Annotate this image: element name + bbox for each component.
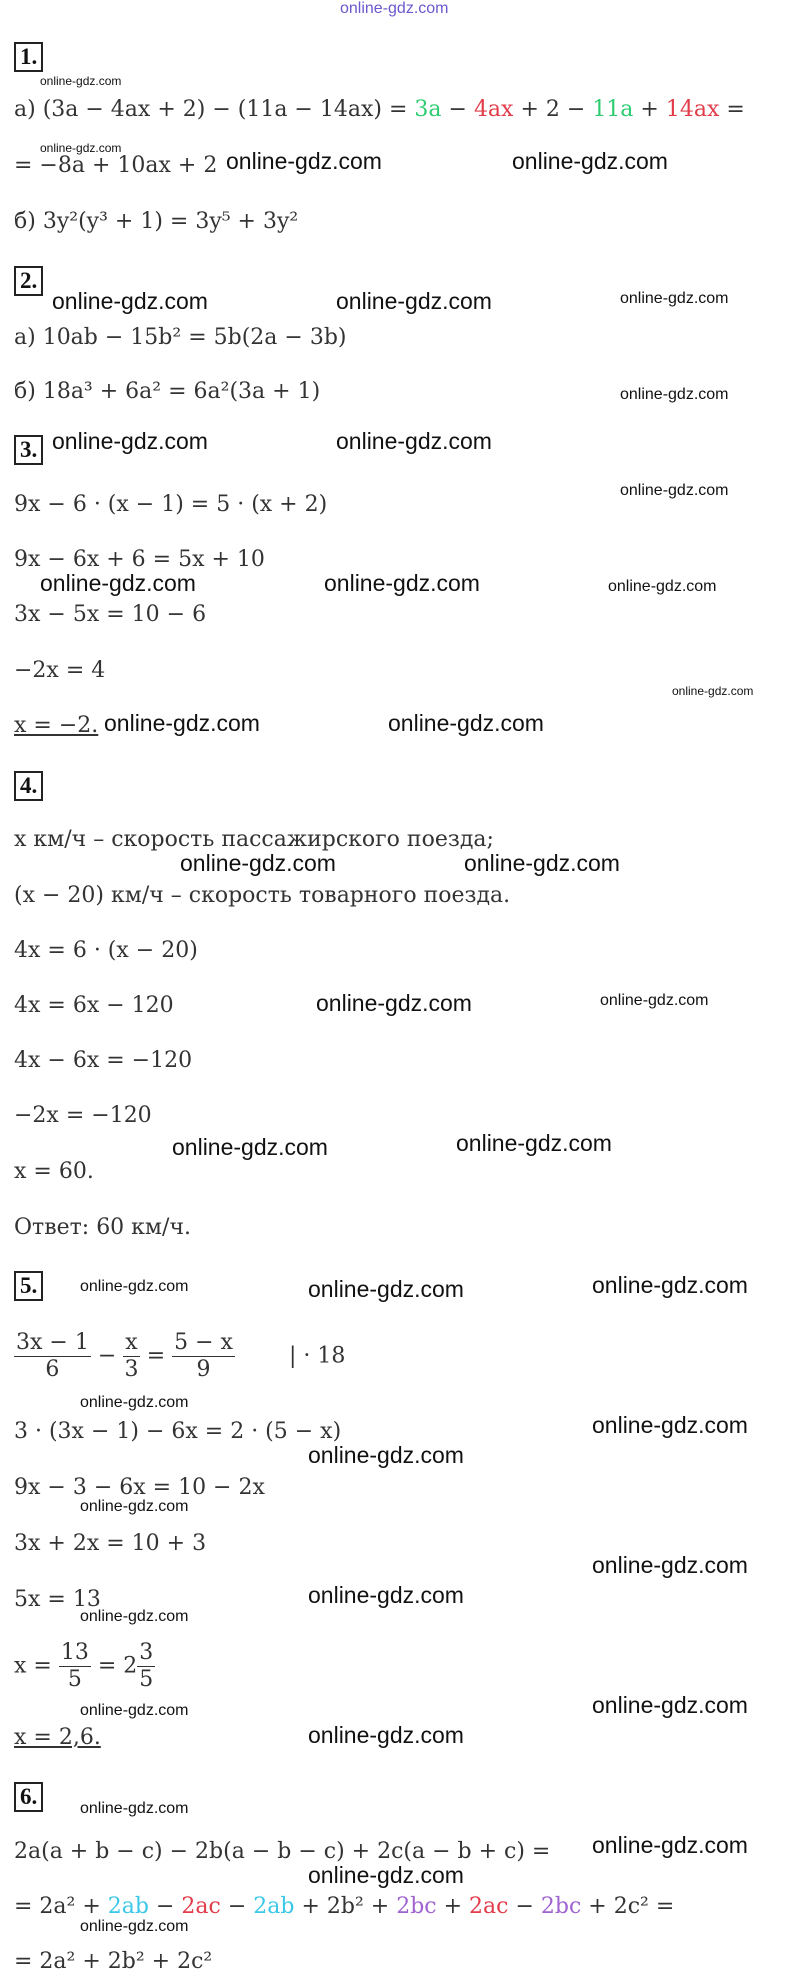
p4-line-4: 4x = 6x − 120 xyxy=(14,993,174,1018)
p5-fraction-3 xyxy=(172,1330,235,1383)
p4-line-5: 4x − 6x = −120 xyxy=(14,1048,193,1073)
p1-a-term-red-1: 4ax xyxy=(473,97,514,122)
problem-6-number: 6. xyxy=(14,1782,43,1812)
p1-a-term-red-2: 14ax xyxy=(665,97,720,122)
p3-line-3: 3x − 5x = 10 − 6 xyxy=(14,602,207,627)
watermark: online-gdz.com xyxy=(592,1272,748,1298)
watermark: online-gdz.com xyxy=(40,570,196,596)
p6-term-purple-2: 2bc xyxy=(540,1894,582,1919)
watermark: online-gdz.com xyxy=(336,288,492,314)
watermark: online-gdz.com xyxy=(80,1498,189,1515)
watermark: online-gdz.com xyxy=(308,1582,464,1608)
problem-3-number: 3. xyxy=(14,435,43,465)
p5-fraction-denominator: 5 xyxy=(67,1667,82,1692)
problem-4-number: 4. xyxy=(14,771,43,801)
watermark: online-gdz.com xyxy=(388,710,544,736)
p5-fraction-2-numerator: x xyxy=(125,1330,138,1355)
p6-line-3: = 2a² + 2b² + 2c² xyxy=(14,1949,213,1974)
p5-fraction-13-5 xyxy=(59,1640,91,1693)
p6-term-purple-1: 2bc xyxy=(396,1894,437,1919)
p6-line-2 xyxy=(14,1893,674,1921)
p1-a-end: = xyxy=(719,97,745,122)
watermark: online-gdz.com xyxy=(80,1278,189,1295)
p6-op: + xyxy=(436,1894,470,1919)
p5-fraction-3-denominator: 9 xyxy=(196,1357,211,1382)
p6-term-red-2: 2ac xyxy=(469,1894,509,1919)
p5-minus: − xyxy=(97,1343,117,1369)
problem-2-number: 2. xyxy=(14,266,43,296)
watermark: online-gdz.com xyxy=(40,74,122,88)
p5-fraction-1-numerator: 3x − 1 xyxy=(16,1330,89,1355)
top-watermark: online-gdz.com xyxy=(340,0,449,17)
p5-line-3: 9x − 3 − 6x = 10 − 2x xyxy=(14,1475,265,1500)
watermark: online-gdz.com xyxy=(80,1702,189,1719)
p5-mixed-denominator: 5 xyxy=(139,1667,154,1692)
p1-a-op: + xyxy=(633,97,666,122)
watermark: online-gdz.com xyxy=(104,710,260,736)
watermark: online-gdz.com xyxy=(52,288,208,314)
watermark: online-gdz.com xyxy=(226,148,382,174)
p5-equals: = xyxy=(146,1343,166,1369)
watermark: online-gdz.com xyxy=(80,1918,189,1935)
p4-line-2: (x − 20) км/ч – скорость товарного поезда. xyxy=(14,883,511,908)
p5-mixed-numerator: 3 xyxy=(139,1640,154,1665)
p5-equation-line xyxy=(14,1330,345,1383)
p6-op: + 2b² + xyxy=(294,1894,397,1919)
watermark: online-gdz.com xyxy=(600,992,709,1009)
p2-b-line: б) 18a³ + 6a² = 6a²(3a + 1) xyxy=(14,379,321,404)
p4-line-1: x км/ч – скорость пассажирского поезда; xyxy=(14,827,494,852)
watermark: online-gdz.com xyxy=(308,1442,464,1468)
p5-multiplier: | · 18 xyxy=(288,1343,346,1369)
p5-line-4: 3x + 2x = 10 + 3 xyxy=(14,1531,207,1556)
watermark: online-gdz.com xyxy=(592,1552,748,1578)
problem-1-number: 1. xyxy=(14,42,43,72)
watermark: online-gdz.com xyxy=(336,428,492,454)
watermark: online-gdz.com xyxy=(620,386,729,403)
watermark: online-gdz.com xyxy=(620,482,729,499)
p5-fraction-1 xyxy=(14,1330,91,1383)
p1-a-op: + 2 − xyxy=(513,97,593,122)
watermark: online-gdz.com xyxy=(608,578,717,595)
watermark: online-gdz.com xyxy=(308,1862,464,1888)
p1-a-line xyxy=(14,96,745,124)
p6-line-1: 2a(a + b − c) − 2b(a − b − c) + 2c(a − b + c) = xyxy=(14,1839,551,1864)
p6-term-red-1: 2ac xyxy=(181,1894,221,1919)
p5-x-equals: x = xyxy=(14,1653,59,1679)
p1-a-line2: = −8a + 10ax + 2 xyxy=(14,153,218,178)
p5-line-5: 5x = 13 xyxy=(14,1587,101,1612)
p3-line-2: 9x − 6x + 6 = 5x + 10 xyxy=(14,547,265,572)
p6-l2-start: = 2a² + xyxy=(14,1894,108,1919)
p5-line-6 xyxy=(14,1640,155,1693)
watermark: online-gdz.com xyxy=(80,1394,189,1411)
watermark: online-gdz.com xyxy=(172,1134,328,1160)
p1-a-lhs: а) (3a − 4ax + 2) − (11a − 14ax) = xyxy=(14,97,415,122)
p1-a-term-green-2: 11a xyxy=(592,97,634,122)
p5-line-2: 3 · (3x − 1) − 6x = 2 · (5 − x) xyxy=(14,1419,342,1444)
watermark: online-gdz.com xyxy=(592,1412,748,1438)
p5-mixed-fraction xyxy=(137,1640,155,1693)
p5-answer: x = 2,6. xyxy=(14,1725,101,1750)
p3-answer: x = −2. xyxy=(14,713,99,738)
watermark: online-gdz.com xyxy=(620,290,729,307)
p5-fraction-1-denominator: 6 xyxy=(45,1357,60,1382)
p6-op: − xyxy=(220,1894,254,1919)
p2-a-line: а) 10ab − 15b² = 5b(2a − 3b) xyxy=(14,325,347,350)
p3-line-1: 9x − 6 · (x − 1) = 5 · (x + 2) xyxy=(14,492,328,517)
p4-line-7: x = 60. xyxy=(14,1159,94,1184)
p6-term-cyan-1: 2ab xyxy=(107,1894,149,1919)
p4-line-3: 4x = 6 · (x − 20) xyxy=(14,938,198,963)
p5-mixed-whole: = 2 xyxy=(90,1653,138,1679)
watermark: online-gdz.com xyxy=(464,850,620,876)
watermark: online-gdz.com xyxy=(512,148,668,174)
p6-term-cyan-2: 2ab xyxy=(253,1894,295,1919)
p6-op: − xyxy=(508,1894,541,1919)
watermark: online-gdz.com xyxy=(40,141,122,155)
watermark: online-gdz.com xyxy=(592,1832,748,1858)
watermark: online-gdz.com xyxy=(316,990,472,1016)
watermark: online-gdz.com xyxy=(80,1608,189,1625)
watermark: online-gdz.com xyxy=(52,428,208,454)
problem-5-number: 5. xyxy=(14,1271,43,1301)
p5-fraction-3-numerator: 5 − x xyxy=(174,1330,233,1355)
watermark: online-gdz.com xyxy=(308,1276,464,1302)
p1-b-line: б) 3y²(y³ + 1) = 3y⁵ + 3y² xyxy=(14,209,299,234)
watermark: online-gdz.com xyxy=(592,1692,748,1718)
p5-fraction-2-denominator: 3 xyxy=(124,1357,139,1382)
watermark: online-gdz.com xyxy=(672,684,754,698)
p5-fraction-numerator: 13 xyxy=(60,1640,89,1665)
p1-a-term-green-1: 3a xyxy=(414,97,442,122)
p4-line-6: −2x = −120 xyxy=(14,1103,152,1128)
watermark: online-gdz.com xyxy=(80,1800,189,1817)
watermark: online-gdz.com xyxy=(180,850,336,876)
p1-a-op: − xyxy=(441,97,474,122)
p6-l2-end: + 2c² = xyxy=(581,1894,675,1919)
p5-fraction-2 xyxy=(123,1330,139,1383)
p6-op: − xyxy=(148,1894,182,1919)
watermark: online-gdz.com xyxy=(308,1722,464,1748)
watermark: online-gdz.com xyxy=(456,1130,612,1156)
p4-answer: Ответ: 60 км/ч. xyxy=(14,1215,191,1240)
watermark: online-gdz.com xyxy=(324,570,480,596)
p3-line-4: −2x = 4 xyxy=(14,658,106,683)
